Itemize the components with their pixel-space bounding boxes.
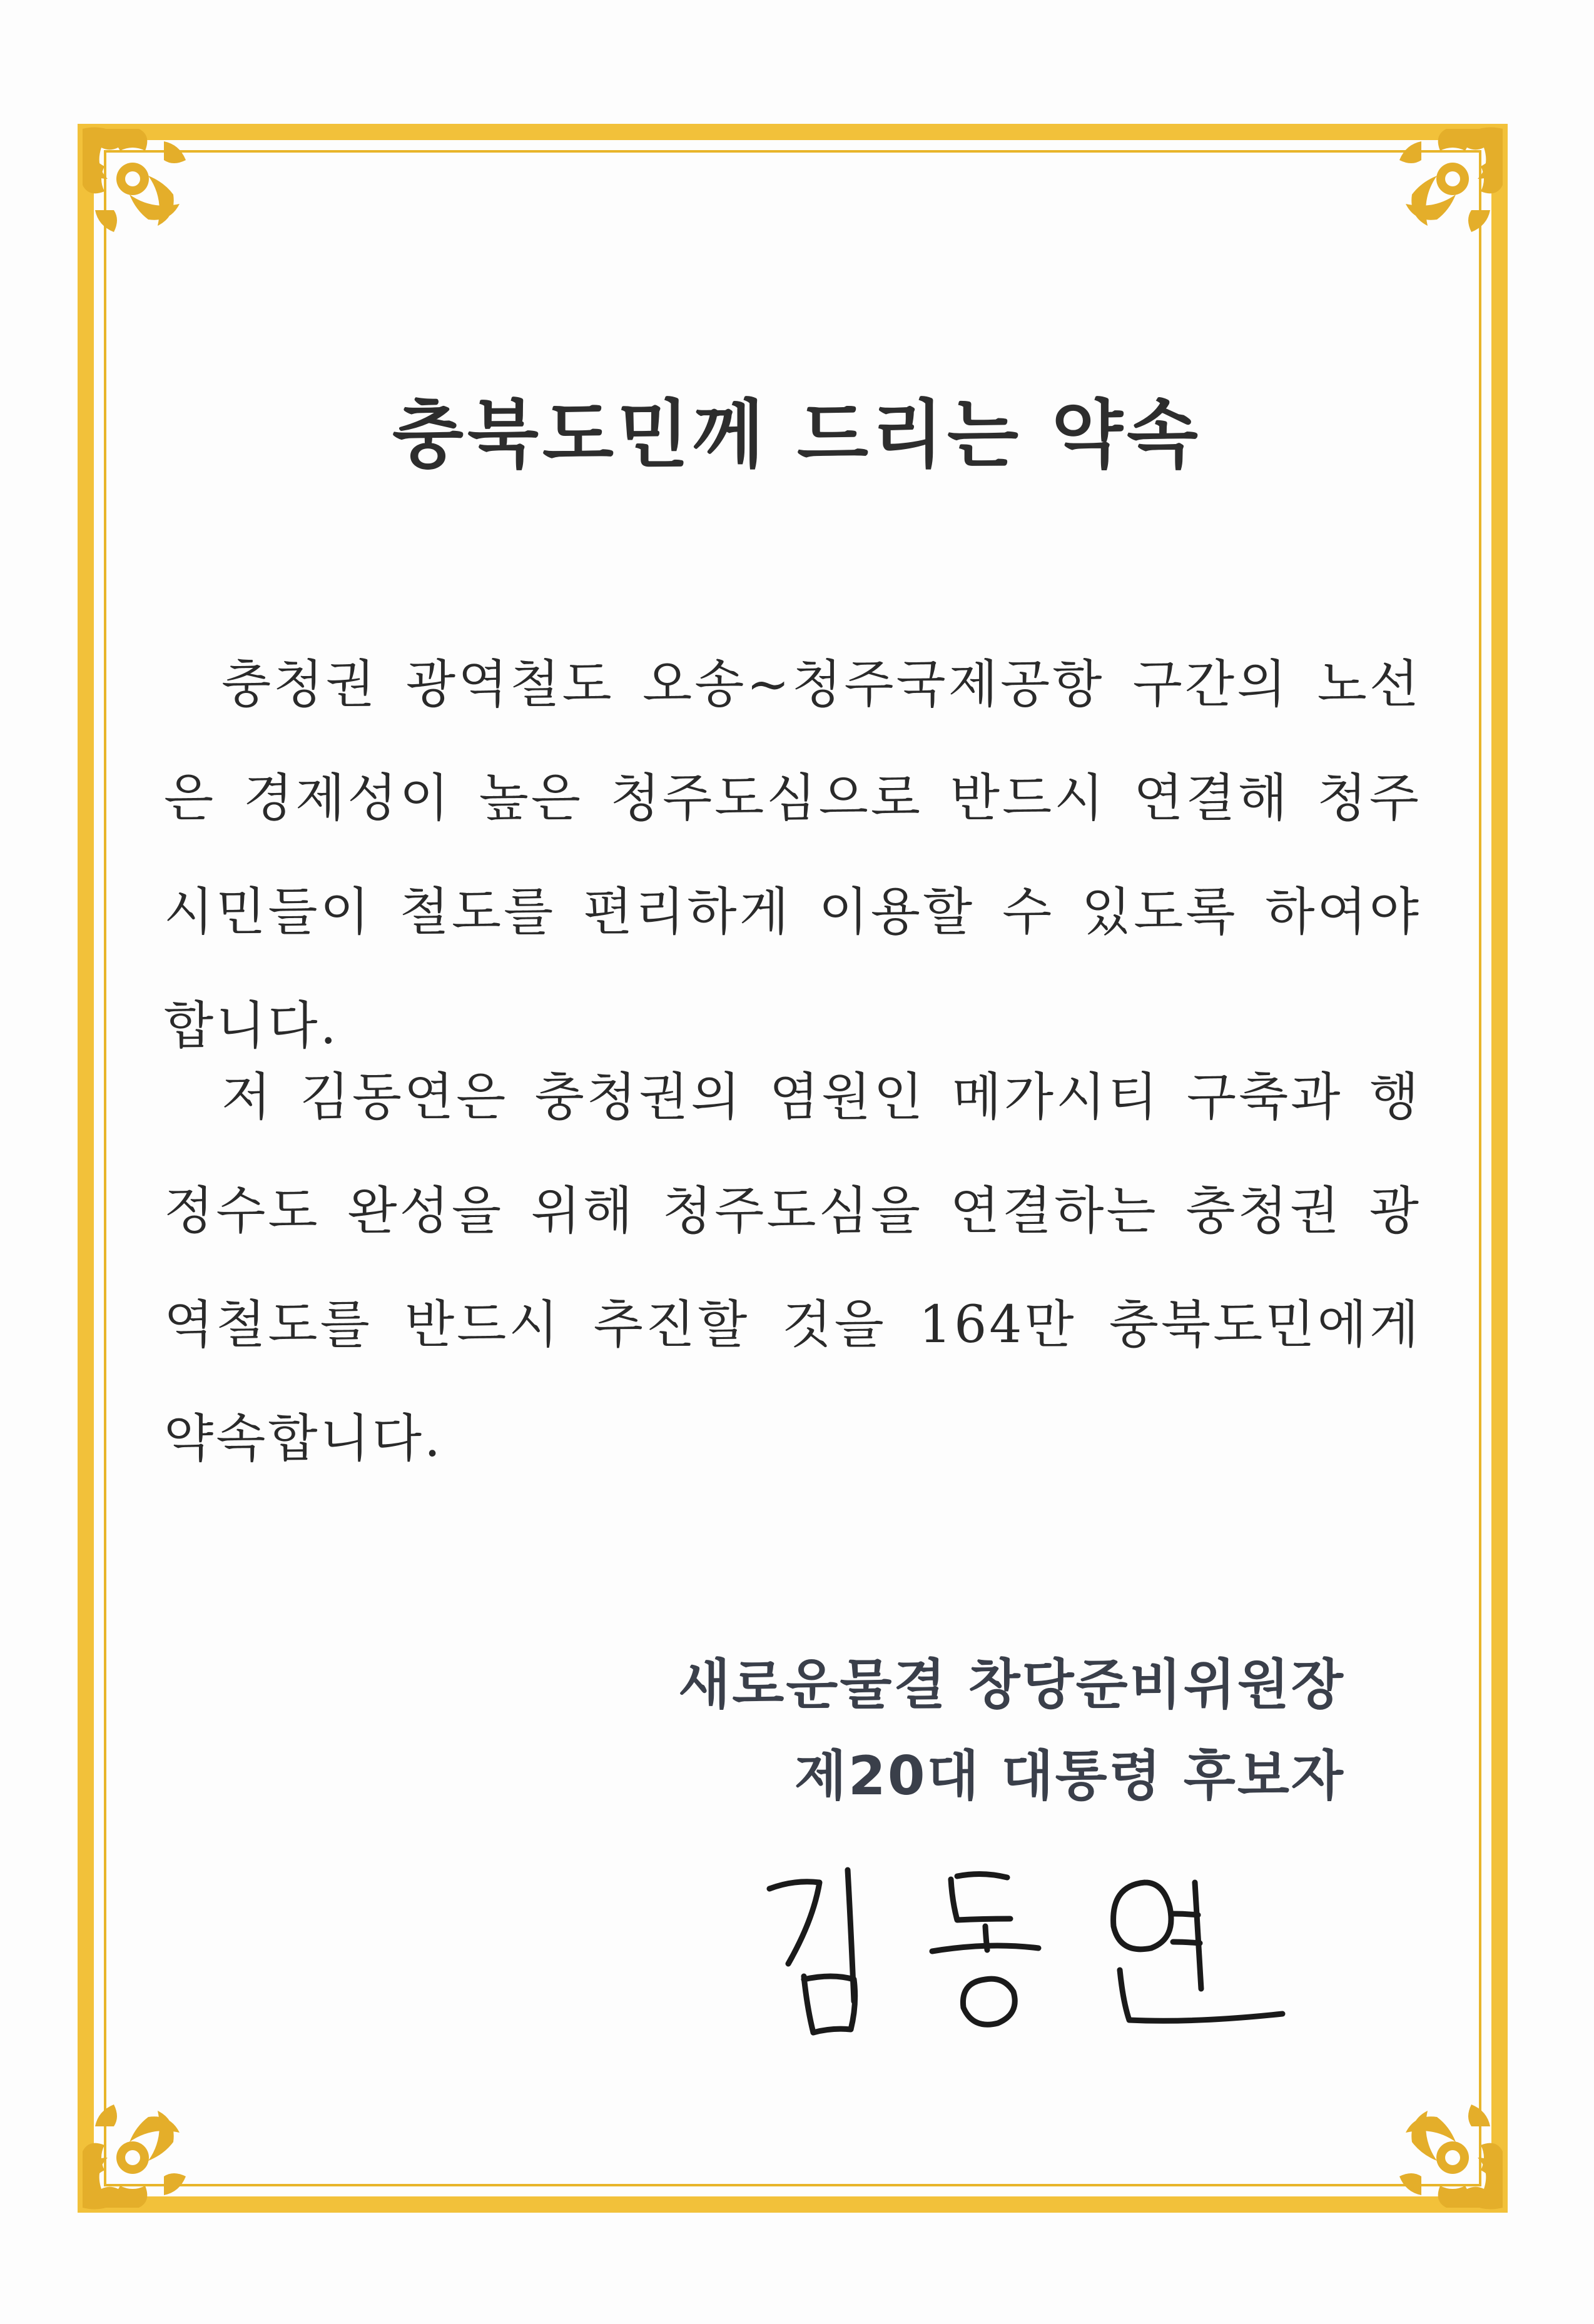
corner-ornament-icon xyxy=(70,116,220,266)
document-title: 충북도민께 드리는 약속 xyxy=(392,392,1202,478)
corner-ornament-icon xyxy=(1365,116,1515,266)
corner-ornament-icon xyxy=(1365,2070,1515,2220)
body-paragraph-2: 저 김동연은 충청권의 염원인 메가시티 구축과 행정수도 완성을 위해 청주도심을 연결하는 충청권 광역철도를 반드시 추진할 것을 164만 충북도민에게 약속합니다. xyxy=(164,1068,1421,1468)
signatory-role-2: 제20대 대통령 후보자 xyxy=(794,1745,1345,1807)
handwritten-signature xyxy=(744,1845,1295,2045)
signatory-role-1: 새로운물결 창당준비위원장 xyxy=(678,1654,1345,1716)
body-paragraph-1: 충청권 광역철도 오송~청주국제공항 구간의 노선은 경제성이 높은 청주도심으로 반드시 연결해 청주시민들이 철도를 편리하게 이용할 수 있도록 하여야 합니다. xyxy=(164,655,1421,1056)
corner-ornament-icon xyxy=(70,2070,220,2220)
